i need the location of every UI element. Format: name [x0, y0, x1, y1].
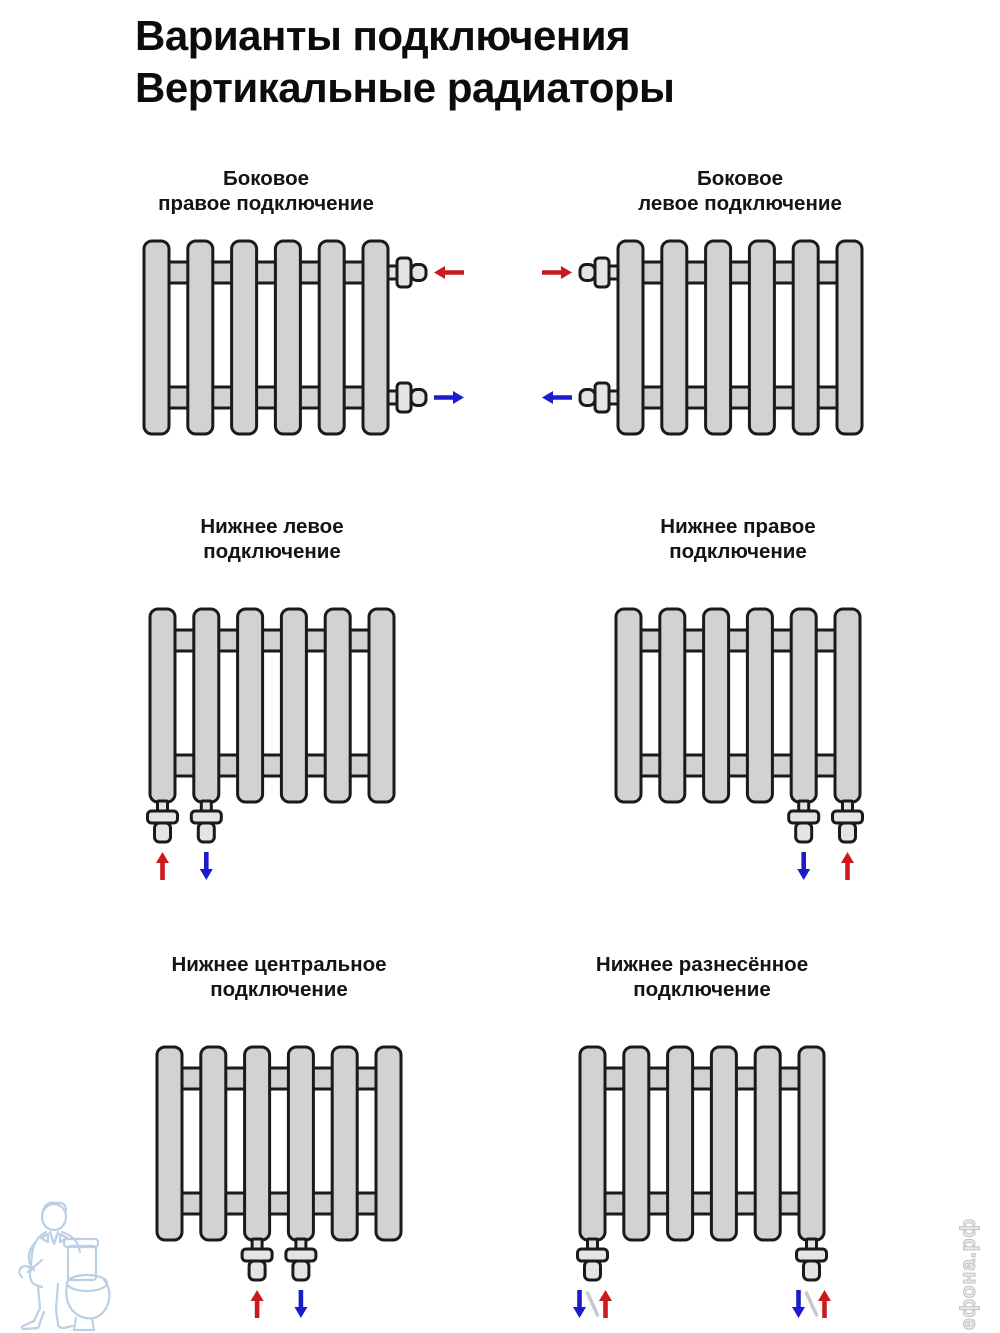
diagram-label-line-2: подключение — [203, 540, 341, 563]
diagram-bottom-right-connection — [498, 514, 978, 886]
diagram-label-line-2: правое подключение — [158, 192, 374, 215]
diagram-label — [500, 166, 980, 216]
diagram-label — [26, 166, 506, 216]
diagram-side-left-connection — [500, 166, 980, 440]
diagram-label-line-1: Нижнее левое — [200, 515, 344, 538]
diagram-bottom-spread-connection — [462, 952, 942, 1324]
diagram-label-line-1: Боковое — [696, 167, 784, 190]
diagram-label — [32, 514, 512, 564]
radiator-illustration — [26, 238, 506, 440]
diagram-label-line-1: Нижнее разнесённое — [595, 953, 809, 976]
radiator-illustration — [500, 238, 980, 440]
page-title — [135, 10, 674, 114]
diagram-side-right-connection — [26, 166, 506, 440]
plumber-logo-watermark — [6, 1180, 120, 1333]
diagram-label-line-2: подключение — [669, 540, 807, 563]
diagram-label — [39, 952, 519, 1002]
site-name-watermark: ефона.рф — [957, 1217, 980, 1330]
diagram-label-line-2: подключение — [633, 978, 771, 1001]
page-title-line-2: Вертикальные радиаторы — [135, 64, 675, 111]
diagram-label — [498, 514, 978, 564]
radiator-illustration — [498, 606, 978, 886]
diagram-label-line-2: подключение — [210, 978, 348, 1001]
radiator-illustration — [32, 606, 512, 886]
diagram-label-line-2: левое подключение — [638, 192, 842, 215]
diagram-label — [462, 952, 942, 1002]
radiator-illustration — [462, 1044, 942, 1324]
diagram-label-line-1: Нижнее центральное — [171, 953, 387, 976]
diagram-bottom-left-connection — [32, 514, 512, 886]
page-title-line-1: Варианты подключения — [135, 12, 631, 59]
diagram-label-line-1: Нижнее правое — [660, 515, 816, 538]
diagram-label-line-1: Боковое — [222, 167, 310, 190]
